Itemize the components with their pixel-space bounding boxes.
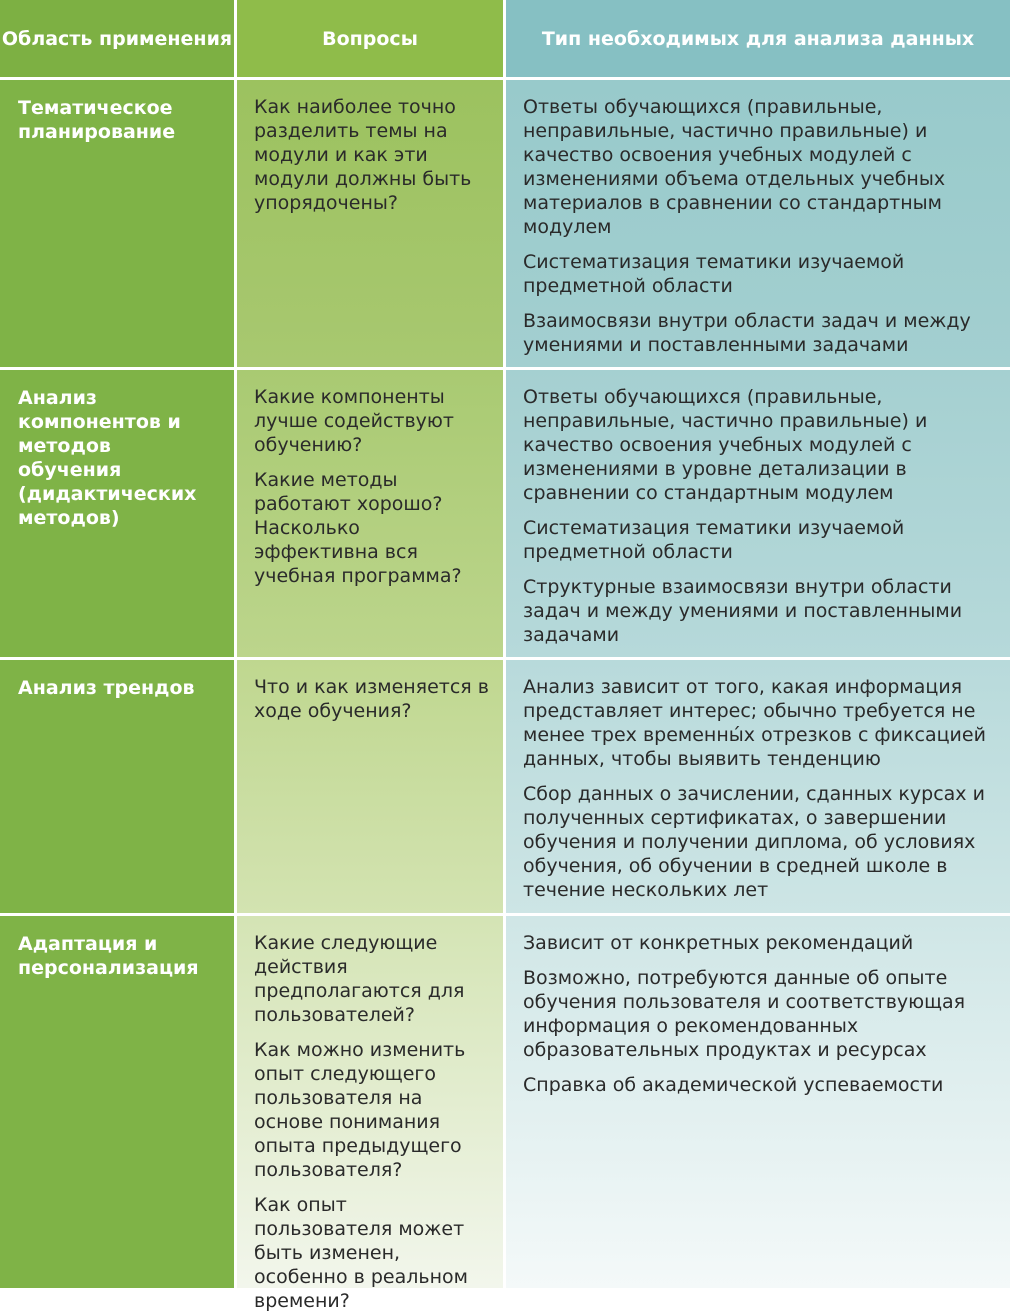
header-data-type-label: Тип необходимых для анализа данных xyxy=(541,27,975,50)
question: Как опыт пользователя может быть изменен, особенно в реальном времени? xyxy=(254,1194,468,1312)
data-item: Ответы обучающихся (правильные, неправильные, частично правильные) и качество освоения учебных модулей с изменениями в уровне детализации в сравнении со стандартным модулем xyxy=(523,386,928,504)
data-item: Систематизация тематики изучаемой предметной области xyxy=(523,251,905,297)
area-label: Анализ трендов xyxy=(18,677,195,699)
data-item: Сбор данных о зачислении, сданных курсах и полученных сертификатах, о завершении обучения и получении диплома, об условиях обучения, об обучении в средней школе в течение нескольких лет xyxy=(523,783,985,901)
row-4-area xyxy=(0,916,234,1288)
row-1-questions xyxy=(237,80,503,367)
row-2-area xyxy=(0,370,234,657)
question: Как наиболее точно разделить темы на модули и как эти модули должны быть упорядочены? xyxy=(254,96,472,214)
data-item: Взаимосвязи внутри области задач и между умениями и поставленными задачами xyxy=(523,310,971,356)
data-item: Зависит от конкретных рекомендаций xyxy=(523,932,914,954)
row-1-data xyxy=(506,80,1010,367)
row-2-data xyxy=(506,370,1010,657)
row-3-area xyxy=(0,660,234,913)
data-item: Структурные взаимосвязи внутри области задач и между умениями и поставленными задачами xyxy=(523,576,963,646)
row-3-data xyxy=(506,660,1010,913)
row-4-questions xyxy=(237,916,503,1312)
data-item: Систематизация тематики изучаемой предметной области xyxy=(523,517,905,563)
question: Что и как изменяется в ходе обучения? xyxy=(254,676,489,722)
header-data-type xyxy=(506,0,1010,77)
header-questions-label: Вопросы xyxy=(322,27,418,50)
question: Какие компоненты лучше содействуют обучению? xyxy=(254,386,454,456)
question: Какие методы работают хорошо? Насколько эффективна вся учебная программа? xyxy=(254,469,462,587)
data-item: Анализ зависит от того, какая информация представляет интерес; обычно требуется не менее трех временны́х отрезков с фиксацией данных, чтобы выявить тенденцию xyxy=(523,676,986,770)
question: Какие следующие действия предполагаются для пользователей? xyxy=(254,932,465,1026)
header-area xyxy=(0,0,234,77)
area-label: Анализ компонентов и методов обучения (дидактических методов) xyxy=(18,387,197,529)
area-label: Адаптация и персонализация xyxy=(18,933,199,979)
row-2-questions xyxy=(237,370,503,657)
row-3-questions xyxy=(237,660,503,913)
data-item: Ответы обучающихся (правильные, неправильные, частично правильные) и качество освоения учебных модулей с изменениями объема отдельных учебных материалов в сравнении со стандартным модулем xyxy=(523,96,946,238)
area-label: Тематическое планирование xyxy=(18,97,176,143)
header-questions xyxy=(237,0,503,77)
row-1-area xyxy=(0,80,234,367)
data-item: Возможно, потребуются данные об опыте обучения пользователя и соответствующая информация о рекомендованных образовательных продуктах и ресурсах xyxy=(523,967,966,1061)
question: Как можно изменить опыт следующего пользователя на основе понимания опыта предыдущего пользователя? xyxy=(254,1039,466,1181)
data-item: Справка об академической успеваемости xyxy=(523,1074,944,1096)
row-4-data xyxy=(506,916,1010,1288)
header-area-label: Область применения xyxy=(1,27,233,50)
